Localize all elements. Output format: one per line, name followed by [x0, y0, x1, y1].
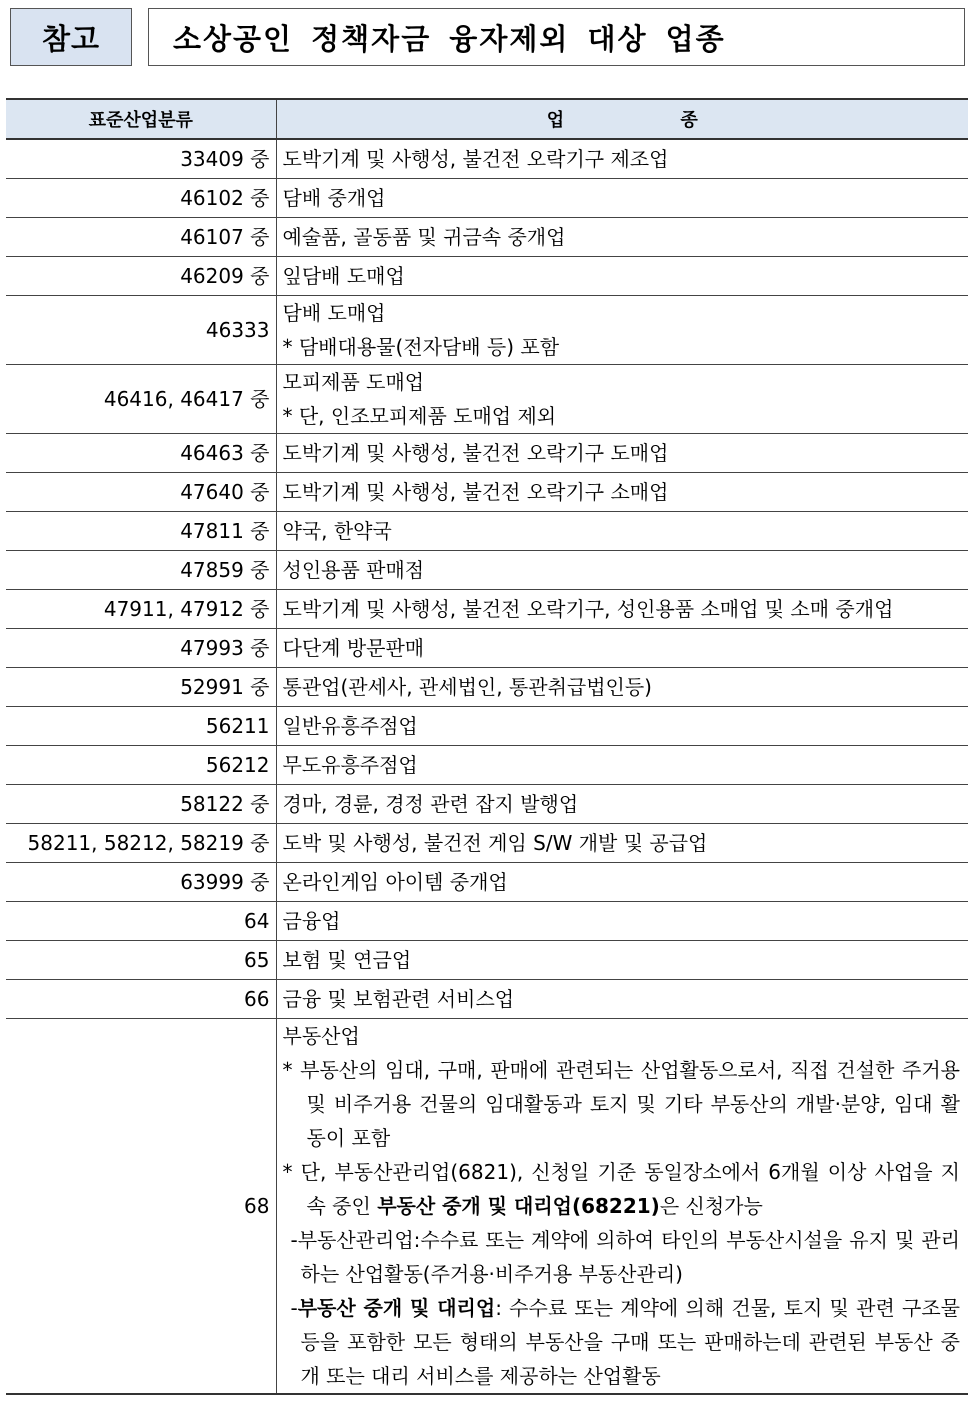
industry-name-cell [276, 295, 968, 364]
industry-code: 58122 중 [6, 784, 276, 823]
industry-name-cell [276, 940, 968, 979]
table-row [6, 178, 968, 217]
table-row-real-estate [6, 1018, 968, 1394]
table-row [6, 862, 968, 901]
industry-name-cell [276, 823, 968, 862]
table-row [6, 256, 968, 295]
table-row [6, 295, 968, 364]
industry-name: 성인용품 판매점 [282, 557, 425, 582]
table-row [6, 217, 968, 256]
industry-code: 58211, 58212, 58219 중 [6, 823, 276, 862]
industry-code: 47640 중 [6, 472, 276, 511]
industry-name: 통관업(관세사, 관세법인, 통관취급법인등) [282, 674, 652, 699]
industry-code: 56211 [6, 706, 276, 745]
industry-name: 예술품, 골동품 및 귀금속 중개업 [282, 224, 566, 249]
industry-name-cell [276, 364, 968, 433]
table-row [6, 472, 968, 511]
industry-name: 보험 및 연금업 [282, 947, 412, 972]
industry-name: 금융 및 보험관련 서비스업 [282, 986, 515, 1011]
table-row [6, 364, 968, 433]
industry-name: 경마, 경륜, 경정 관련 잡지 발행업 [282, 791, 579, 816]
industry-name-cell [276, 1018, 968, 1394]
industry-code: 63999 중 [6, 862, 276, 901]
industry-code: 46463 중 [6, 433, 276, 472]
industry-name-cell [276, 139, 968, 178]
table-row [6, 511, 968, 550]
industry-code: 68 [6, 1018, 276, 1394]
industry-code: 66 [6, 979, 276, 1018]
industry-name-cell [276, 628, 968, 667]
industry-code: 46107 중 [6, 217, 276, 256]
definition-rest-text: : 수수료 또는 계약에 의해 건물, 토지 및 관련 구조물 등을 포함한 모든 형태의 부동산을 구매 또는 판매하는데 관련된 부동산 중개 또는 대리 서비스를 제공하는 산업활동 [300, 1295, 960, 1388]
industry-name-cell [276, 256, 968, 295]
industry-name-cell [276, 217, 968, 256]
industry-name: 도박기계 및 사행성, 불건전 오락기구 소매업 [282, 479, 669, 504]
industry-name-cell [276, 862, 968, 901]
industry-name-cell [276, 667, 968, 706]
industry-name: 도박기계 및 사행성, 불건전 오락기구 도매업 [282, 440, 669, 465]
page-title: 소상공인 정책자금 융자제외 대상 업종 [148, 8, 965, 66]
industry-code: 52991 중 [6, 667, 276, 706]
industry-name-cell [276, 979, 968, 1018]
table-row [6, 628, 968, 667]
industry-code: 65 [6, 940, 276, 979]
title-bar [10, 8, 965, 66]
industry-name: 잎담배 도매업 [282, 263, 405, 288]
industry-name-cell [276, 901, 968, 940]
industry-name-cell [276, 745, 968, 784]
industry-name-cell [276, 472, 968, 511]
table-row [6, 550, 968, 589]
reference-label: 참고 [10, 8, 132, 66]
column-header-industry: 업 종 [276, 99, 968, 139]
column-header-classification: 표준산업분류 [6, 99, 276, 139]
industry-name: 담배 중개업 [282, 185, 386, 210]
table-row [6, 823, 968, 862]
table-row [6, 901, 968, 940]
exception-text: * 단, 부동산관리업(6821), 신청일 기준 동일장소에서 6개월 이상 사업을 지속 중인 [282, 1159, 960, 1218]
exception-tail-text: 은 신청가능 [659, 1193, 763, 1218]
excluded-industry-table [6, 98, 968, 1395]
industry-name: 부동산업 [282, 1023, 360, 1048]
industry-name: 금융업 [282, 908, 341, 933]
industry-code: 56212 [6, 745, 276, 784]
industry-name-cell [276, 550, 968, 589]
industry-name: 도박 및 사행성, 불건전 게임 S/W 개발 및 공급업 [282, 830, 708, 855]
table-header-row [6, 99, 968, 139]
industry-name-cell [276, 706, 968, 745]
industry-note: * 담배대용물(전자담배 등) 포함 [282, 334, 560, 359]
table-row [6, 940, 968, 979]
industry-code: 46102 중 [6, 178, 276, 217]
industry-code: 46209 중 [6, 256, 276, 295]
table-row [6, 433, 968, 472]
industry-name-cell [276, 178, 968, 217]
definition-bold-text: 부동산 중개 및 대리업 [297, 1295, 496, 1320]
table-row [6, 139, 968, 178]
industry-note: * 부동산의 임대, 구매, 판매에 관련되는 산업활동으로서, 직접 건설한 주거용 및 비주거용 건물의 임대활동과 토지 및 기타 부동산의 개발·분양, 임대 활동이 포함 [282, 1057, 960, 1150]
industry-name: 다단계 방문판매 [282, 635, 425, 660]
sub-definition-management: -부동산관리업:수수료 또는 계약에 의하여 타인의 부동산시설을 유지 및 관리하는 산업활동(주거용·비주거용 부동산관리) [290, 1227, 960, 1286]
definition-dash: - [290, 1295, 298, 1320]
industry-name-cell [276, 784, 968, 823]
industry-code: 47993 중 [6, 628, 276, 667]
industry-code: 46333 [6, 295, 276, 364]
table-row [6, 745, 968, 784]
table-body [6, 139, 968, 1394]
industry-name: 온라인게임 아이템 중개업 [282, 869, 508, 894]
table-row [6, 589, 968, 628]
table-row [6, 979, 968, 1018]
industry-name-cell [276, 511, 968, 550]
industry-name-cell [276, 589, 968, 628]
exception-bold-text: 부동산 중개 및 대리업(68221) [377, 1193, 660, 1218]
industry-code: 33409 중 [6, 139, 276, 178]
sub-definition-brokerage [283, 1291, 961, 1393]
industry-name: 도박기계 및 사행성, 불건전 오락기구, 성인용품 소매업 및 소매 중개업 [282, 596, 894, 621]
table-row [6, 667, 968, 706]
industry-code: 47859 중 [6, 550, 276, 589]
industry-name: 담배 도매업 [282, 300, 386, 325]
industry-name-cell [276, 433, 968, 472]
table-row [6, 706, 968, 745]
industry-exception-note [283, 1155, 961, 1223]
table-row [6, 784, 968, 823]
industry-name: 도박기계 및 사행성, 불건전 오락기구 제조업 [282, 146, 669, 171]
industry-code: 64 [6, 901, 276, 940]
industry-code: 46416, 46417 중 [6, 364, 276, 433]
industry-name: 일반유흥주점업 [282, 713, 418, 738]
industry-code: 47811 중 [6, 511, 276, 550]
industry-name: 무도유흥주점업 [282, 752, 418, 777]
industry-note: * 단, 인조모피제품 도매업 제외 [282, 403, 557, 428]
industry-name: 약국, 한약국 [282, 518, 392, 543]
industry-name: 모피제품 도매업 [282, 369, 425, 394]
industry-code: 47911, 47912 중 [6, 589, 276, 628]
